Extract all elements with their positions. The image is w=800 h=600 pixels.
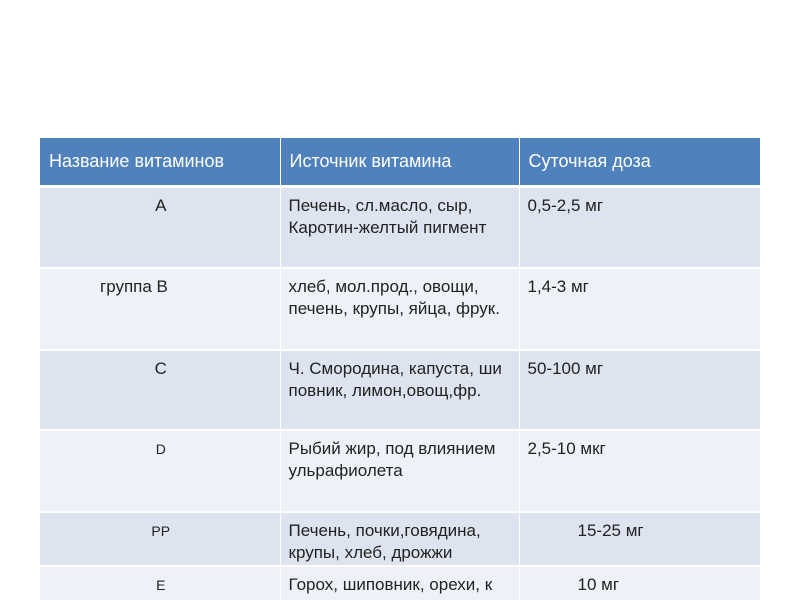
daily-dose-cell: 0,5-2,5 мг: [519, 186, 760, 268]
header-vitamin-name: Название витаминов: [40, 138, 280, 186]
daily-dose-cell: 2,5-10 мкг: [519, 430, 760, 512]
daily-dose-cell: 15-25 мг: [519, 512, 760, 566]
vitamin-name-cell: A: [40, 186, 280, 268]
vitamin-source-cell: Печень, почки,говядина, крупы, хлеб, дрожжи: [280, 512, 519, 566]
vitamin-source-cell: Печень, сл.масло, сыр, Каротин-желтый пигмент: [280, 186, 519, 268]
table-row: [40, 430, 760, 512]
vitamin-name-cell: E: [40, 566, 280, 600]
daily-dose-cell: 10 мг: [519, 566, 760, 600]
daily-dose-cell: 50-100 мг: [519, 350, 760, 430]
header-daily-dose: Суточная доза: [519, 138, 760, 186]
table-row: [40, 186, 760, 268]
header-vitamin-source: Источник витамина: [280, 138, 519, 186]
table-row: [40, 350, 760, 430]
table-row: [40, 566, 760, 600]
daily-dose-cell: 1,4-3 мг: [519, 268, 760, 350]
vitamin-name-cell: PP: [40, 512, 280, 566]
vitamin-name-cell: D: [40, 430, 280, 512]
vitamin-name-cell: группа В: [40, 268, 280, 350]
table-row: [40, 512, 760, 566]
source-line-1: Ч. Смородина, капуста, ши: [288, 359, 502, 378]
vitamin-source-cell: хлеб, мол.прод., овощи, печень, крупы, яйца, фрук.: [280, 268, 519, 350]
source-line-2: повник, лимон,овощ,фр.: [288, 381, 482, 400]
vitamin-table: [40, 138, 760, 600]
vitamin-source-cell: Горох, шиповник, орехи, к: [280, 566, 519, 600]
vitamin-source-cell: [280, 350, 519, 430]
table-header-row: [40, 138, 760, 186]
vitamin-name-cell: С: [40, 350, 280, 430]
table-row: [40, 268, 760, 350]
vitamin-source-cell: Рыбий жир, под влиянием ульрафиолета: [280, 430, 519, 512]
